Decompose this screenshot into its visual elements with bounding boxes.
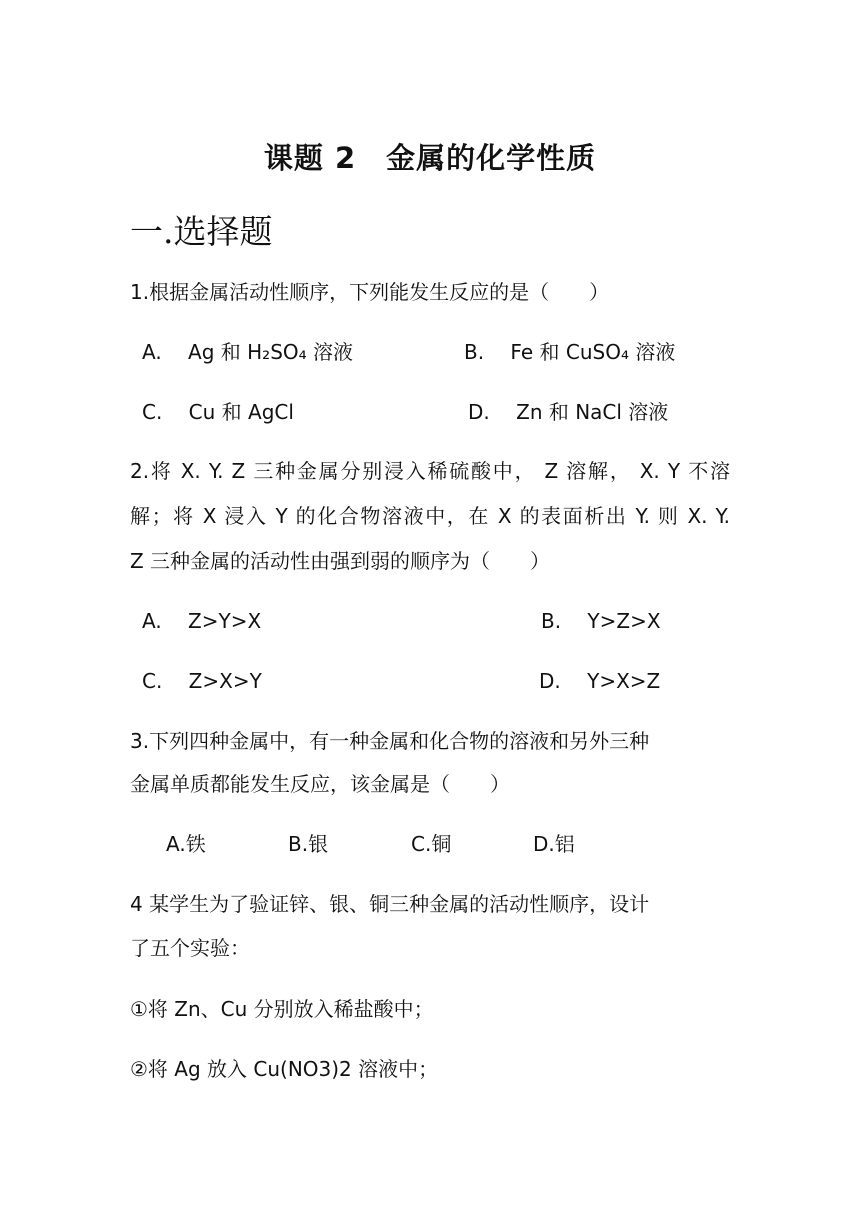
question-3-option-a: A.铁 <box>166 832 206 856</box>
question-3-stem-line-1: 3.下列四种金属中，有一种金属和化合物的溶液和另外三种 <box>130 729 650 753</box>
question-2-option-d: D. Y>X>Z <box>539 669 661 693</box>
question-1-option-a: A. Ag 和 H₂SO₄ 溶液 <box>142 340 354 364</box>
question-3-option-c: C.铜 <box>411 832 452 856</box>
question-3-stem-line-2: 金属单质都能发生反应，该金属是（ ） <box>130 772 510 796</box>
question-4-step-2: ②将 Ag 放入 Cu(NO3)2 溶液中； <box>130 1057 439 1081</box>
question-4-stem-line-1: 4 某学生为了验证锌、银、铜三种金属的活动性顺序，设计 <box>130 892 650 916</box>
question-3-option-d: D.铝 <box>533 832 575 856</box>
question-4-step-1: ①将 Zn、Cu 分别放入稀盐酸中； <box>130 997 434 1021</box>
question-3-option-b: B.银 <box>288 832 329 856</box>
question-2-stem-line-2: 解；将 X 浸入 Y 的化合物溶液中，在 X 的表面析出 Y. 则 X. Y. <box>130 504 730 528</box>
question-2-stem-line-3: Z 三种金属的活动性由强到弱的顺序为（ ） <box>130 549 551 573</box>
question-1-option-b: B. Fe 和 CuSO₄ 溶液 <box>464 340 676 364</box>
question-1-option-d: D. Zn 和 NaCl 溶液 <box>468 400 669 424</box>
page-title: 课题 2 金属的化学性质 <box>263 141 597 175</box>
question-2-option-b: B. Y>Z>X <box>541 609 661 633</box>
question-2-option-c: C. Z>X>Y <box>142 669 262 693</box>
question-2-stem-line-1: 2.将 X. Y. Z 三种金属分别浸入稀硫酸中， Z 溶解， X. Y 不溶 <box>130 459 730 483</box>
question-1-option-c: C. Cu 和 AgCl <box>142 400 294 424</box>
question-1-stem: 1.根据金属活动性顺序，下列能发生反应的是（ ） <box>130 280 610 304</box>
question-2-option-a: A. Z>Y>X <box>142 609 262 633</box>
section-heading: 一.选择题 <box>130 212 273 251</box>
question-4-stem-line-2: 了五个实验： <box>130 936 250 960</box>
